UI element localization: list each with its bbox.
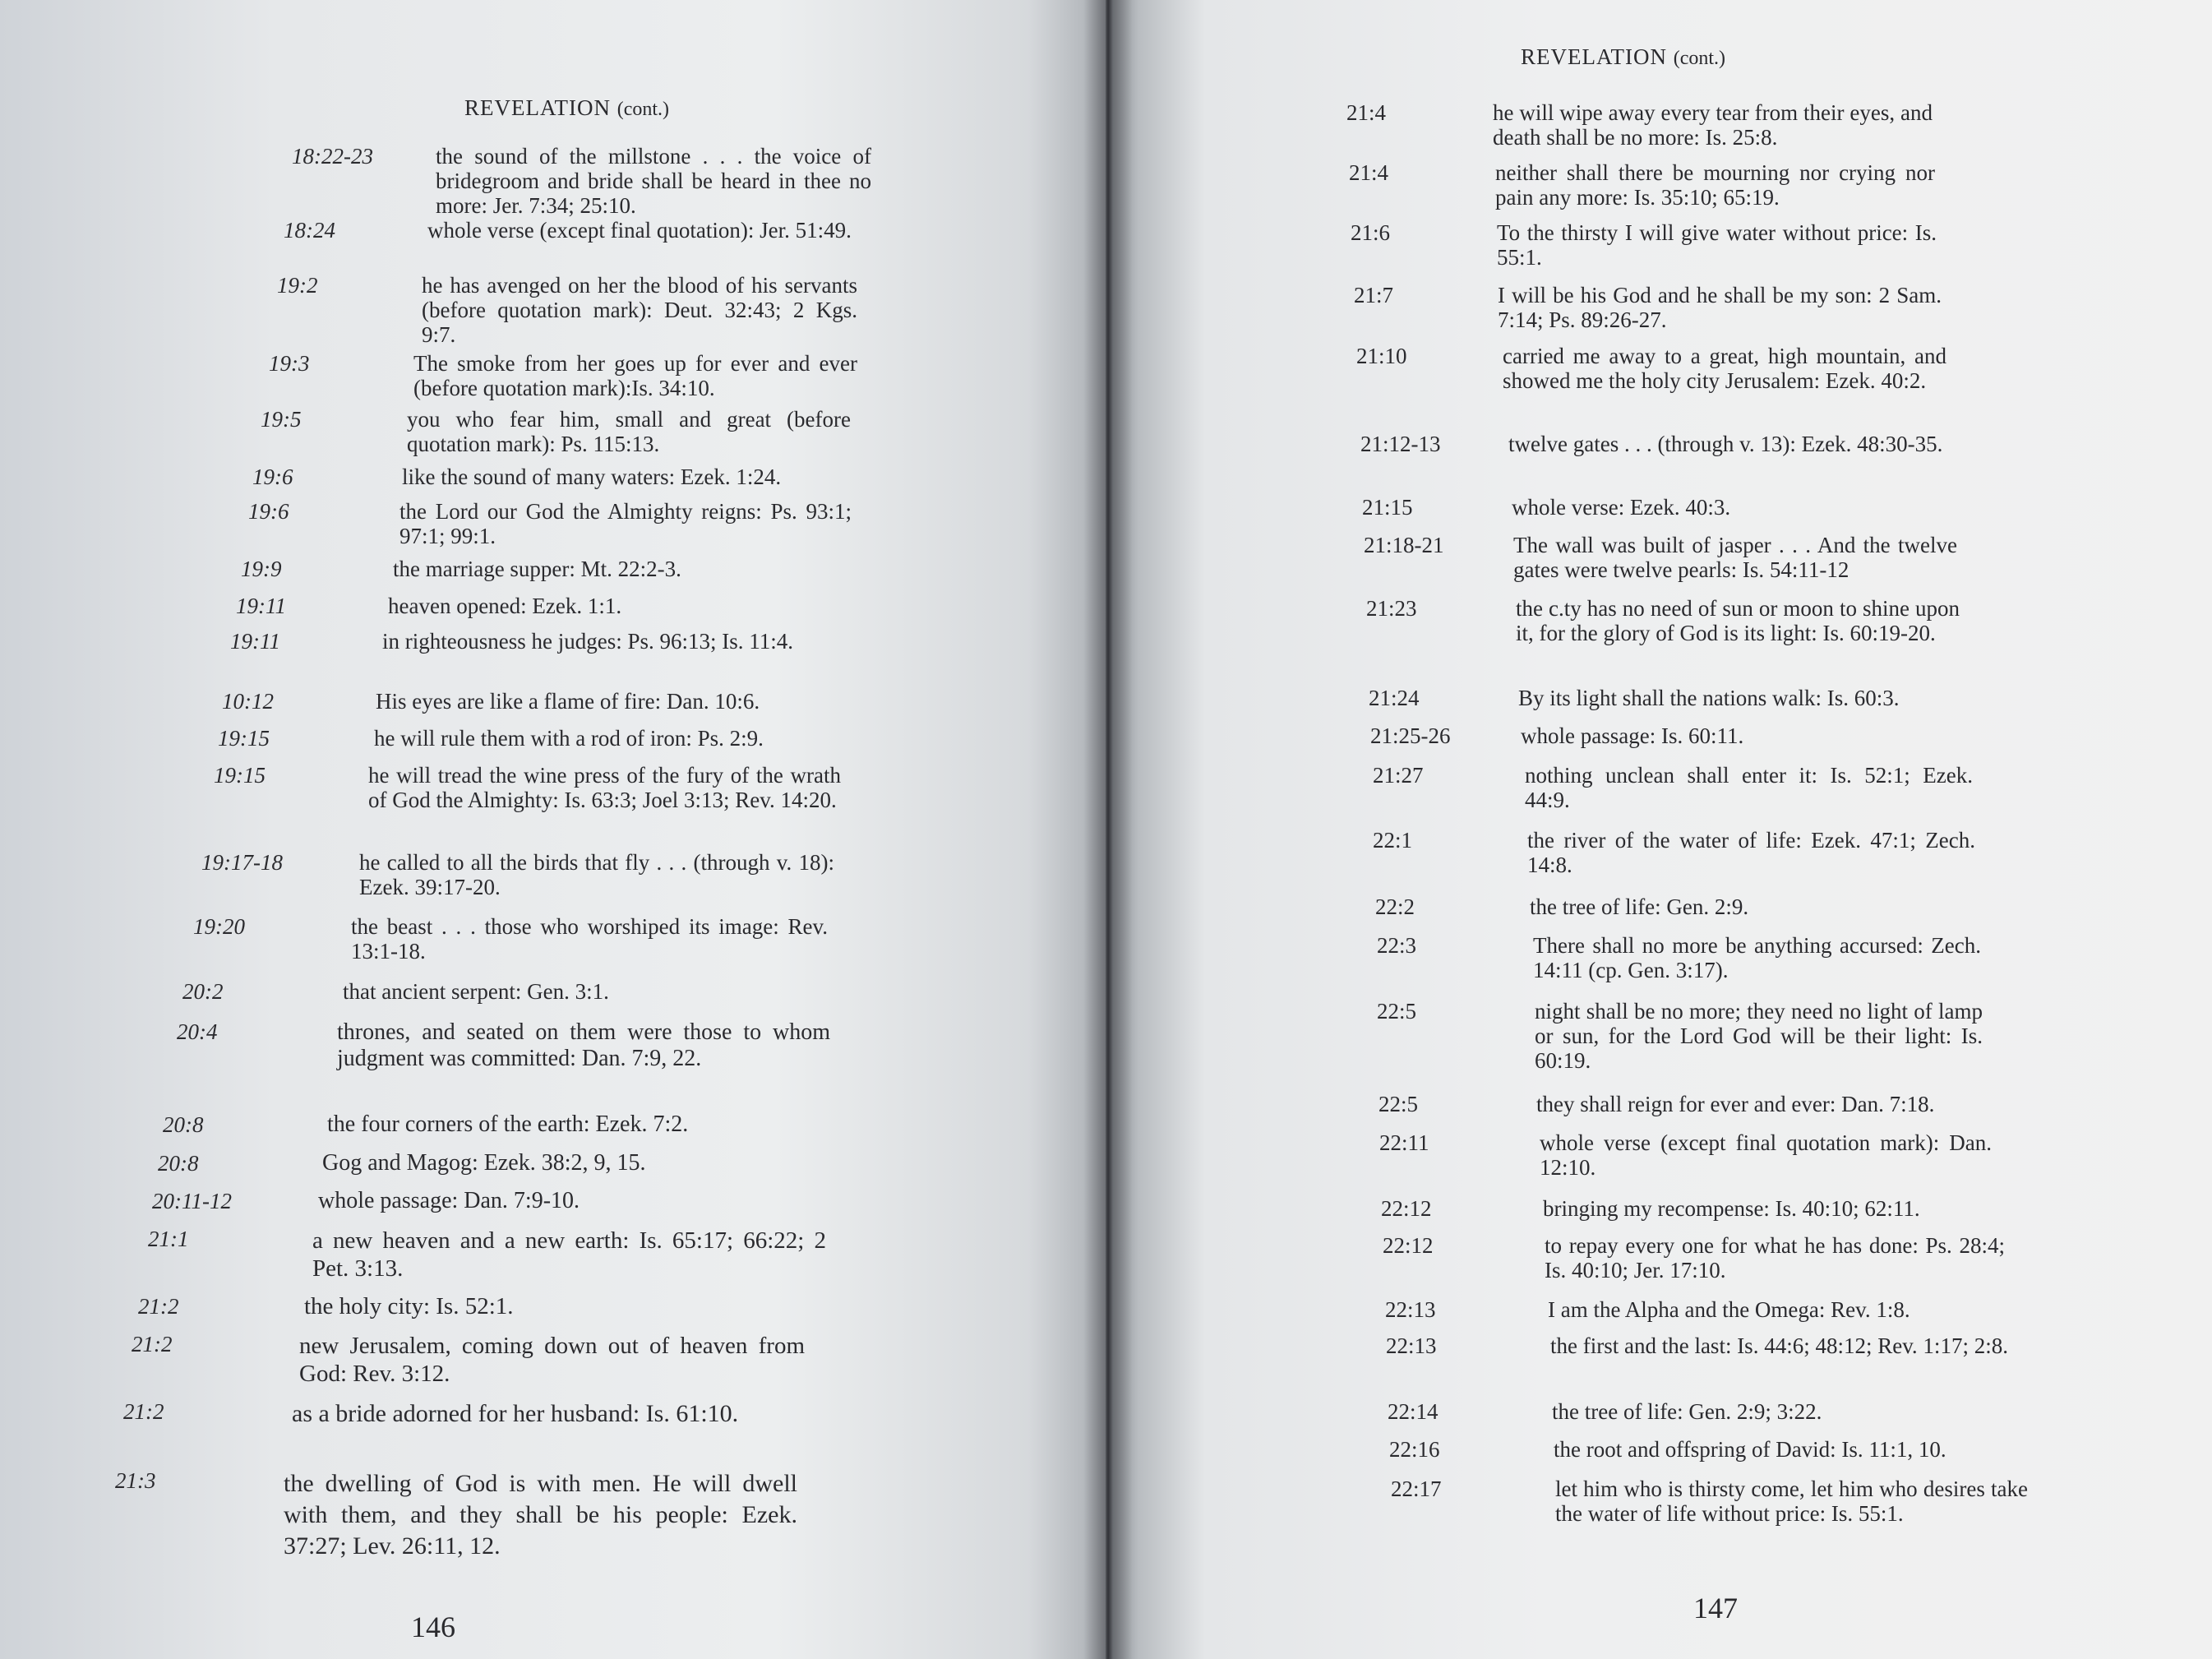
entry-text: he will tread the wine press of the fury of the wrath of God the Almighty: Is. 63:3; Joel 3:13; Rev. 14:20.: [368, 763, 841, 812]
verse-ref: 21:2: [132, 1332, 173, 1356]
verse-ref: 21:2: [138, 1294, 179, 1319]
entry-text: the holy city: Is. 52:1.: [304, 1293, 514, 1319]
verse-ref: 21:4: [1349, 160, 1389, 185]
entry-text: the four corners of the earth: Ezek. 7:2.: [327, 1111, 689, 1137]
entry-text: nothing unclean shall enter it: Is. 52:1; Ezek. 44:9.: [1525, 763, 1973, 812]
entry-text: let him who is thirsty come, let him who desires take the water of life without price: Is. 55:1.: [1555, 1476, 2028, 1526]
verse-ref: 22:16: [1389, 1437, 1440, 1462]
verse-ref: 19:9: [241, 557, 282, 581]
entry-text: To the thirsty I will give water without price: Is. 55:1.: [1497, 220, 1937, 270]
entry-text: in righteousness he judges: Ps. 96:13; Is. 11:4.: [382, 629, 793, 654]
entry-text: the Lord our God the Almighty reigns: Ps. 93:1; 97:1; 99:1.: [399, 499, 852, 548]
entry-text: By its light shall the nations walk: Is. 60:3.: [1518, 686, 1900, 710]
entry-text: neither shall there be mourning nor crying nor pain any more: Is. 35:10; 65:19.: [1495, 160, 1935, 210]
verse-ref: 21:27: [1373, 763, 1424, 788]
verse-ref: 19:20: [193, 914, 245, 939]
entry-text: the river of the water of life: Ezek. 47:1; Zech. 14:8.: [1527, 828, 1975, 877]
verse-ref: 21:2: [123, 1399, 164, 1424]
verse-ref: 19:15: [214, 763, 266, 788]
verse-ref: 19:2: [277, 273, 318, 298]
verse-ref: 21:23: [1366, 596, 1417, 621]
entry-text: whole verse: Ezek. 40:3.: [1512, 495, 1731, 520]
entry-text: to repay every one for what he has done: Ps. 28:4; Is. 40:10; Jer. 17:10.: [1545, 1233, 2005, 1282]
right-running-head: [1521, 44, 1725, 70]
verse-ref: 22:3: [1377, 933, 1417, 958]
verse-ref: 20:4: [177, 1019, 218, 1044]
entry-text: you who fear him, small and great (before quotation mark): Ps. 115:13.: [407, 407, 851, 456]
verse-ref: 21:15: [1362, 495, 1413, 520]
verse-ref: 19:6: [248, 499, 289, 524]
verse-ref: 21:18-21: [1364, 533, 1444, 557]
verse-ref: 22:14: [1388, 1399, 1438, 1424]
entry-text: I will be his God and he shall be my son: 2 Sam. 7:14; Ps. 89:26-27.: [1498, 283, 1942, 332]
entry-text: bringing my recompense: Is. 40:10; 62:11.: [1543, 1196, 1920, 1221]
verse-ref: 21:1: [148, 1227, 189, 1251]
verse-ref: 22:2: [1375, 894, 1415, 919]
verse-ref: 19:6: [252, 464, 293, 489]
verse-ref: 22:12: [1383, 1233, 1434, 1258]
entry-text: I am the Alpha and the Omega: Rev. 1:8.: [1548, 1297, 1910, 1322]
entry-text: the tree of life: Gen. 2:9.: [1530, 894, 1749, 919]
verse-ref: 19:15: [218, 726, 270, 751]
entry-text: like the sound of many waters: Ezek. 1:24.: [402, 464, 782, 489]
left-heading-title: REVELATION: [464, 95, 611, 120]
verse-ref: 19:17-18: [201, 850, 283, 875]
entry-text: he called to all the birds that fly . . . (through v. 18): Ezek. 39:17-20.: [359, 850, 834, 899]
entry-text: whole passage: Dan. 7:9-10.: [318, 1188, 580, 1213]
verse-ref: 22:1: [1373, 828, 1413, 853]
entry-text: new Jerusalem, coming down out of heaven from God: Rev. 3:12.: [299, 1333, 805, 1387]
entry-text: he will wipe away every tear from their eyes, and death shall be no more: Is. 25:8.: [1493, 100, 1933, 150]
verse-ref: 20:8: [163, 1112, 204, 1137]
entry-text: whole verse (except final quotation): Jer. 51:49.: [427, 218, 852, 243]
entry-text: night shall be no more; they need no light of lamp or sun, for the Lord God will be their light: Is. 60:19.: [1535, 999, 1983, 1073]
verse-ref: 21:24: [1369, 686, 1420, 710]
verse-ref: 20:11-12: [152, 1189, 232, 1213]
verse-ref: 22:11: [1379, 1130, 1429, 1155]
verse-ref: 19:3: [269, 351, 310, 376]
entry-text: the c.ty has no need of sun or moon to shine upon it, for the glory of God is its light: Is. 60:19-20.: [1516, 596, 1960, 645]
right-heading-cont: (cont.): [1673, 48, 1726, 69]
entry-text: the beast . . . those who worshiped its image: Rev. 13:1-18.: [351, 914, 828, 964]
entry-text: a new heaven and a new earth: Is. 65:17; 66:22; 2 Pet. 3:13.: [312, 1227, 826, 1282]
verse-ref: 20:2: [182, 979, 224, 1004]
entry-text: The smoke from her goes up for ever and ever (before quotation mark):Is. 34:10.: [413, 351, 857, 400]
right-page: [1106, 0, 2212, 1659]
verse-ref: 21:10: [1356, 344, 1407, 368]
entry-text: heaven opened: Ezek. 1:1.: [388, 594, 622, 618]
verse-ref: 21:25-26: [1370, 723, 1451, 748]
entry-text: whole verse (except final quotation mark): Dan. 12:10.: [1540, 1130, 1992, 1180]
verse-ref: 21:4: [1346, 100, 1387, 125]
entry-text: the sound of the millstone . . . the voice of bridegroom and bride shall be heard in thee no more: Jer. 7:34; 25:10.: [436, 144, 871, 218]
entry-text: he has avenged on her the blood of his servants (before quotation mark): Deut. 32:43; 2 Kgs. 9:7.: [422, 273, 857, 347]
verse-ref: 19:11: [230, 629, 280, 654]
entry-text: Gog and Magog: Ezek. 38:2, 9, 15.: [322, 1150, 646, 1176]
entry-text: twelve gates . . . (through v. 13): Ezek. 48:30-35.: [1508, 432, 1943, 456]
entry-text: he will rule them with a rod of iron: Ps. 2:9.: [374, 726, 764, 751]
verse-ref: 22:17: [1391, 1476, 1442, 1501]
verse-ref: 20:8: [158, 1151, 199, 1176]
verse-ref: 22:12: [1381, 1196, 1432, 1221]
right-page-number: 147: [1693, 1592, 1738, 1624]
entry-text: as a bride adorned for her husband: Is. 61:10.: [292, 1400, 739, 1427]
entry-text: whole passage: Is. 60:11.: [1521, 723, 1744, 748]
entry-text: the tree of life: Gen. 2:9; 3:22.: [1552, 1399, 1822, 1424]
verse-ref: 18:24: [284, 218, 335, 243]
entry-text: His eyes are like a flame of fire: Dan. 10:6.: [376, 689, 760, 714]
verse-ref: 22:13: [1385, 1297, 1436, 1322]
verse-ref: 21:3: [115, 1468, 156, 1493]
entry-text: There shall no more be anything accursed: Zech. 14:11 (cp. Gen. 3:17).: [1533, 933, 1981, 982]
verse-ref: 19:11: [236, 594, 286, 618]
verse-ref: 22:5: [1378, 1092, 1419, 1116]
entry-text: they shall reign for ever and ever: Dan. 7:18.: [1536, 1092, 1935, 1116]
entry-text: the marriage supper: Mt. 22:2-3.: [393, 557, 681, 581]
entry-text: that ancient serpent: Gen. 3:1.: [343, 979, 609, 1004]
entry-text: thrones, and seated on them were those to whom judgment was committed: Dan. 7:9, 22.: [337, 1019, 830, 1071]
entry-text: the first and the last: Is. 44:6; 48:12; Rev. 1:17; 2:8.: [1550, 1333, 2008, 1358]
entry-text: the dwelling of God is with men. He will dwell with them, and they shall be his people: Ezek. 37:27; Lev. 26:11, 12.: [284, 1470, 797, 1560]
verse-ref: 22:5: [1377, 999, 1417, 1024]
verse-ref: 18:22-23: [292, 144, 373, 169]
entry-text: carried me away to a great, high mountain, and showed me the holy city Jerusalem: Ezek. 40:2.: [1503, 344, 1946, 393]
left-running-head: [464, 95, 669, 121]
book-gutter-shadow: [1083, 0, 1133, 1659]
verse-ref: 19:5: [261, 407, 302, 432]
verse-ref: 21:6: [1351, 220, 1391, 245]
entry-text: The wall was built of jasper . . . And the twelve gates were twelve pearls: Is. 54:11-12: [1513, 533, 1957, 582]
entry-text: the root and offspring of David: Is. 11:1, 10.: [1554, 1437, 1946, 1462]
verse-ref: 21:7: [1354, 283, 1394, 307]
right-heading-title: REVELATION: [1521, 44, 1667, 69]
verse-ref: 21:12-13: [1360, 432, 1441, 456]
left-heading-cont: (cont.): [616, 99, 670, 120]
verse-ref: 10:12: [222, 689, 274, 714]
left-page-number: 146: [411, 1610, 455, 1643]
verse-ref: 22:13: [1386, 1333, 1437, 1358]
